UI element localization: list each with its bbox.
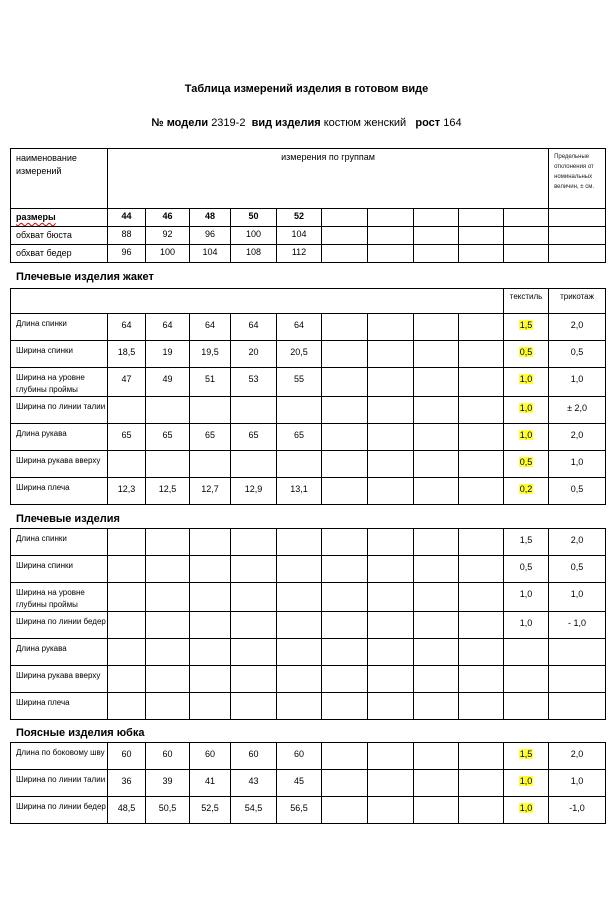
empty-cell bbox=[414, 797, 459, 824]
empty-cell bbox=[322, 245, 368, 263]
empty-cell bbox=[368, 612, 414, 639]
empty-cell bbox=[459, 209, 504, 227]
height-label: рост bbox=[415, 117, 441, 129]
model-line bbox=[0, 117, 613, 129]
value-cell bbox=[231, 556, 277, 583]
value-cell: 65 bbox=[146, 424, 190, 451]
value-cell: 56,5 bbox=[277, 797, 322, 824]
table-row bbox=[11, 693, 606, 720]
table-row bbox=[11, 314, 606, 341]
empty-cell bbox=[368, 743, 414, 770]
empty-cell bbox=[322, 209, 368, 227]
row-label: Ширина плеча bbox=[11, 693, 108, 720]
knit-tolerance: 1,0 bbox=[549, 368, 606, 397]
knit-tolerance: 2,0 bbox=[549, 743, 606, 770]
empty-cell bbox=[368, 314, 414, 341]
value-cell: 19,5 bbox=[190, 341, 231, 368]
empty-cell bbox=[414, 314, 459, 341]
empty-cell bbox=[414, 451, 459, 478]
value-cell bbox=[277, 451, 322, 478]
value-cell: 96 bbox=[190, 227, 231, 245]
empty-cell bbox=[459, 245, 504, 263]
textile-tolerance bbox=[504, 397, 549, 424]
value-cell bbox=[190, 397, 231, 424]
value-cell: 39 bbox=[146, 770, 190, 797]
empty-cell bbox=[368, 797, 414, 824]
textile-tolerance bbox=[504, 666, 549, 693]
value-cell bbox=[277, 666, 322, 693]
empty-cell bbox=[459, 612, 504, 639]
knit-tolerance: ± 2,0 bbox=[549, 397, 606, 424]
value-cell: 65 bbox=[277, 424, 322, 451]
row-label: Ширина по линии бедер bbox=[11, 797, 108, 824]
value-cell: 19 bbox=[146, 341, 190, 368]
table-row bbox=[11, 639, 606, 666]
row-label: Ширина по линии бедер bbox=[11, 612, 108, 639]
empty-cell bbox=[322, 583, 368, 612]
value-cell: 51 bbox=[190, 368, 231, 397]
row-label: Ширина на уровне глубины проймы bbox=[11, 583, 108, 612]
empty-cell bbox=[368, 478, 414, 505]
section1-table bbox=[10, 288, 606, 505]
value-cell: 108 bbox=[231, 245, 277, 263]
value-cell: 50,5 bbox=[146, 797, 190, 824]
row-label: Длина спинки bbox=[11, 314, 108, 341]
row-label: Длина рукава bbox=[11, 639, 108, 666]
empty-cell bbox=[368, 451, 414, 478]
value-cell: 12,9 bbox=[231, 478, 277, 505]
value-cell bbox=[108, 397, 146, 424]
value-cell: 60 bbox=[231, 743, 277, 770]
value-cell: 12,3 bbox=[108, 478, 146, 505]
value-cell: 54,5 bbox=[231, 797, 277, 824]
empty-cell bbox=[459, 451, 504, 478]
empty-cell bbox=[549, 227, 606, 245]
empty-cell bbox=[322, 397, 368, 424]
value-cell: 13,1 bbox=[277, 478, 322, 505]
groups-header: измерения по группам bbox=[108, 149, 549, 209]
table-row bbox=[11, 612, 606, 639]
row-label: Ширина на уровне глубины проймы bbox=[11, 368, 108, 397]
knit-tolerance: - 1,0 bbox=[549, 612, 606, 639]
row-label: Ширина по линии талии bbox=[11, 397, 108, 424]
value-cell: 92 bbox=[146, 227, 190, 245]
value-cell: 64 bbox=[190, 314, 231, 341]
empty-cell bbox=[414, 743, 459, 770]
textile-value: 1,0 bbox=[519, 618, 533, 628]
value-cell bbox=[146, 529, 190, 556]
value-cell bbox=[231, 583, 277, 612]
empty-cell bbox=[549, 209, 606, 227]
value-cell bbox=[108, 451, 146, 478]
value-cell: 12,5 bbox=[146, 478, 190, 505]
textile-tolerance bbox=[504, 693, 549, 720]
knit-tolerance bbox=[549, 693, 606, 720]
value-cell: 88 bbox=[108, 227, 146, 245]
knit-tolerance: 0,5 bbox=[549, 478, 606, 505]
empty-cell bbox=[368, 556, 414, 583]
textile-value: 1,0 bbox=[519, 803, 533, 813]
model-label: № модели bbox=[151, 117, 209, 129]
empty-cell bbox=[414, 209, 459, 227]
value-cell: 112 bbox=[277, 245, 322, 263]
value-cell: 60 bbox=[277, 743, 322, 770]
textile-tolerance bbox=[504, 478, 549, 505]
row-label: Длина рукава bbox=[11, 424, 108, 451]
size-cell: 52 bbox=[277, 209, 322, 227]
value-cell bbox=[146, 451, 190, 478]
value-cell bbox=[190, 556, 231, 583]
textile-value: 0,5 bbox=[519, 347, 533, 357]
empty-cell bbox=[368, 639, 414, 666]
empty-cell bbox=[368, 227, 414, 245]
value-cell: 45 bbox=[277, 770, 322, 797]
empty-cell bbox=[459, 743, 504, 770]
empty-cell bbox=[504, 227, 549, 245]
type-value: костюм женский bbox=[323, 117, 407, 129]
table-row bbox=[11, 368, 606, 397]
textile-tolerance bbox=[504, 341, 549, 368]
textile-tolerance bbox=[504, 529, 549, 556]
row-label: Ширина рукава вверху bbox=[11, 666, 108, 693]
empty-cell bbox=[368, 368, 414, 397]
value-cell bbox=[190, 639, 231, 666]
textile-tolerance bbox=[504, 556, 549, 583]
value-cell: 104 bbox=[277, 227, 322, 245]
empty-cell bbox=[322, 451, 368, 478]
textile-value: 1,5 bbox=[519, 535, 533, 545]
empty-cell bbox=[322, 666, 368, 693]
value-cell bbox=[146, 556, 190, 583]
textile-tolerance bbox=[504, 797, 549, 824]
knit-tolerance: 2,0 bbox=[549, 529, 606, 556]
sizes-label: размеры bbox=[11, 209, 108, 227]
textile-tolerance bbox=[504, 314, 549, 341]
value-cell bbox=[231, 451, 277, 478]
value-cell: 65 bbox=[108, 424, 146, 451]
value-cell: 55 bbox=[277, 368, 322, 397]
row-label: обхват бюста bbox=[11, 227, 108, 245]
empty-cell bbox=[414, 529, 459, 556]
value-cell: 65 bbox=[190, 424, 231, 451]
empty-cell bbox=[459, 639, 504, 666]
value-cell bbox=[190, 451, 231, 478]
value-cell bbox=[277, 397, 322, 424]
knit-tolerance: 1,0 bbox=[549, 451, 606, 478]
value-cell bbox=[108, 529, 146, 556]
knit-tolerance bbox=[549, 639, 606, 666]
textile-tolerance bbox=[504, 770, 549, 797]
empty-cell bbox=[414, 245, 459, 263]
empty-cell bbox=[368, 770, 414, 797]
row-label: обхват бедер bbox=[11, 245, 108, 263]
size-cell: 50 bbox=[231, 209, 277, 227]
textile-value: 1,0 bbox=[519, 374, 533, 384]
row-label: Ширина рукава вверху bbox=[11, 451, 108, 478]
value-cell bbox=[108, 583, 146, 612]
value-cell: 20,5 bbox=[277, 341, 322, 368]
value-cell: 48,5 bbox=[108, 797, 146, 824]
table-row bbox=[11, 451, 606, 478]
empty-cell bbox=[368, 693, 414, 720]
value-cell: 65 bbox=[231, 424, 277, 451]
value-cell bbox=[108, 556, 146, 583]
name-header: наименование измерений bbox=[11, 149, 108, 209]
textile-tolerance bbox=[504, 368, 549, 397]
empty-cell bbox=[459, 424, 504, 451]
empty-cell bbox=[504, 209, 549, 227]
value-cell: 100 bbox=[231, 227, 277, 245]
value-cell: 104 bbox=[190, 245, 231, 263]
value-cell bbox=[231, 612, 277, 639]
table-row bbox=[11, 397, 606, 424]
empty-cell bbox=[368, 209, 414, 227]
row-label: Ширина спинки bbox=[11, 556, 108, 583]
value-cell bbox=[277, 639, 322, 666]
value-cell bbox=[146, 397, 190, 424]
value-cell: 60 bbox=[146, 743, 190, 770]
document-title: Таблица измерений изделия в готовом виде bbox=[184, 83, 429, 95]
empty-cell bbox=[504, 245, 549, 263]
empty-cell bbox=[368, 397, 414, 424]
empty-cell bbox=[414, 227, 459, 245]
empty-cell bbox=[459, 797, 504, 824]
value-cell: 20 bbox=[231, 341, 277, 368]
empty-cell bbox=[368, 583, 414, 612]
row-label: Длина по боковому шву bbox=[11, 743, 108, 770]
value-cell bbox=[146, 666, 190, 693]
empty-cell bbox=[459, 227, 504, 245]
value-cell: 64 bbox=[146, 314, 190, 341]
textile-value: 1,0 bbox=[519, 589, 533, 599]
row-label: Ширина плеча bbox=[11, 478, 108, 505]
value-cell bbox=[277, 693, 322, 720]
knit-tolerance: 1,0 bbox=[549, 583, 606, 612]
value-cell: 52,5 bbox=[190, 797, 231, 824]
value-cell bbox=[146, 612, 190, 639]
textile-value: 1,0 bbox=[519, 430, 533, 440]
value-cell: 43 bbox=[231, 770, 277, 797]
empty-cell bbox=[322, 227, 368, 245]
empty-cell bbox=[459, 341, 504, 368]
empty-cell bbox=[322, 639, 368, 666]
value-cell: 64 bbox=[231, 314, 277, 341]
table-row bbox=[11, 556, 606, 583]
table-row bbox=[11, 424, 606, 451]
value-cell bbox=[190, 612, 231, 639]
value-cell: 64 bbox=[277, 314, 322, 341]
empty-cell bbox=[459, 397, 504, 424]
value-cell bbox=[108, 639, 146, 666]
value-cell bbox=[231, 639, 277, 666]
empty-cell bbox=[459, 583, 504, 612]
textile-tolerance bbox=[504, 639, 549, 666]
value-cell: 100 bbox=[146, 245, 190, 263]
value-cell bbox=[231, 666, 277, 693]
value-cell bbox=[277, 556, 322, 583]
empty-cell bbox=[322, 743, 368, 770]
empty-cell bbox=[414, 397, 459, 424]
table-row bbox=[11, 743, 606, 770]
value-cell bbox=[108, 612, 146, 639]
empty-cell bbox=[459, 693, 504, 720]
value-cell: 41 bbox=[190, 770, 231, 797]
empty-cell bbox=[322, 424, 368, 451]
value-cell bbox=[146, 639, 190, 666]
value-cell bbox=[231, 693, 277, 720]
type-label: вид изделия bbox=[251, 117, 321, 129]
section3-title: Поясные изделия юбка bbox=[16, 727, 145, 739]
value-cell bbox=[277, 583, 322, 612]
value-cell bbox=[277, 529, 322, 556]
empty-cell bbox=[322, 341, 368, 368]
value-cell: 60 bbox=[190, 743, 231, 770]
section2-title: Плечевые изделия bbox=[16, 513, 120, 525]
textile-tolerance bbox=[504, 424, 549, 451]
empty-cell bbox=[459, 770, 504, 797]
empty-cell bbox=[414, 770, 459, 797]
empty-cell bbox=[459, 666, 504, 693]
empty-cell bbox=[368, 245, 414, 263]
empty-cell bbox=[322, 529, 368, 556]
section3-table bbox=[10, 742, 606, 824]
knit-tolerance: 0,5 bbox=[549, 341, 606, 368]
empty-cell bbox=[368, 666, 414, 693]
empty-cell bbox=[414, 368, 459, 397]
value-cell bbox=[146, 693, 190, 720]
table-row bbox=[11, 583, 606, 612]
section1-title: Плечевые изделия жакет bbox=[16, 271, 154, 283]
empty-cell bbox=[459, 368, 504, 397]
row-label: Ширина спинки bbox=[11, 341, 108, 368]
value-cell: 36 bbox=[108, 770, 146, 797]
knit-header: трикотаж bbox=[549, 289, 606, 314]
value-cell: 64 bbox=[108, 314, 146, 341]
textile-value: 1,0 bbox=[519, 403, 533, 413]
empty-cell bbox=[459, 314, 504, 341]
row-label: Ширина по линии талии bbox=[11, 770, 108, 797]
textile-header: текстиль bbox=[504, 289, 549, 314]
table-row bbox=[11, 666, 606, 693]
textile-tolerance bbox=[504, 451, 549, 478]
model-value: 2319-2 bbox=[211, 117, 246, 129]
knit-tolerance: 2,0 bbox=[549, 314, 606, 341]
value-cell bbox=[231, 529, 277, 556]
empty-cell bbox=[459, 478, 504, 505]
empty-cell bbox=[414, 341, 459, 368]
table-row bbox=[11, 770, 606, 797]
value-cell bbox=[190, 529, 231, 556]
empty-cell bbox=[322, 612, 368, 639]
textile-value: 1,5 bbox=[519, 320, 533, 330]
value-cell: 96 bbox=[108, 245, 146, 263]
empty-cell bbox=[368, 424, 414, 451]
table-row bbox=[11, 529, 606, 556]
value-cell: 53 bbox=[231, 368, 277, 397]
empty-cell bbox=[322, 368, 368, 397]
empty-cell bbox=[322, 314, 368, 341]
textile-value: 0,5 bbox=[519, 562, 533, 572]
empty-cell bbox=[368, 529, 414, 556]
value-cell bbox=[277, 612, 322, 639]
deviation-header: Предельные отклонения от номинальных величин, ± см. bbox=[549, 149, 606, 209]
empty-cell bbox=[414, 612, 459, 639]
row-label: Длина спинки bbox=[11, 529, 108, 556]
knit-tolerance: -1,0 bbox=[549, 797, 606, 824]
size-cell: 44 bbox=[108, 209, 146, 227]
textile-tolerance bbox=[504, 743, 549, 770]
value-cell bbox=[190, 583, 231, 612]
empty-cell bbox=[322, 797, 368, 824]
size-cell: 46 bbox=[146, 209, 190, 227]
textile-value: 1,0 bbox=[519, 776, 533, 786]
textile-value: 1,5 bbox=[519, 749, 533, 759]
value-cell bbox=[108, 693, 146, 720]
header-table bbox=[10, 148, 606, 263]
empty-cell bbox=[459, 556, 504, 583]
textile-tolerance bbox=[504, 583, 549, 612]
textile-tolerance bbox=[504, 612, 549, 639]
value-cell: 18,5 bbox=[108, 341, 146, 368]
table-row bbox=[11, 341, 606, 368]
empty-cell bbox=[414, 478, 459, 505]
table-row bbox=[11, 797, 606, 824]
blank-header bbox=[11, 289, 504, 314]
value-cell bbox=[190, 693, 231, 720]
value-cell: 47 bbox=[108, 368, 146, 397]
textile-value: 0,5 bbox=[519, 457, 533, 467]
knit-tolerance: 2,0 bbox=[549, 424, 606, 451]
value-cell bbox=[146, 583, 190, 612]
empty-cell bbox=[322, 693, 368, 720]
empty-cell bbox=[414, 666, 459, 693]
knit-tolerance bbox=[549, 666, 606, 693]
empty-cell bbox=[322, 478, 368, 505]
value-cell bbox=[231, 397, 277, 424]
empty-cell bbox=[459, 529, 504, 556]
empty-cell bbox=[414, 556, 459, 583]
empty-cell bbox=[414, 583, 459, 612]
knit-tolerance: 0,5 bbox=[549, 556, 606, 583]
knit-tolerance: 1,0 bbox=[549, 770, 606, 797]
value-cell bbox=[108, 666, 146, 693]
section2-table bbox=[10, 528, 606, 720]
value-cell: 49 bbox=[146, 368, 190, 397]
empty-cell bbox=[368, 341, 414, 368]
value-cell bbox=[190, 666, 231, 693]
empty-cell bbox=[322, 770, 368, 797]
size-cell: 48 bbox=[190, 209, 231, 227]
value-cell: 12,7 bbox=[190, 478, 231, 505]
height-value: 164 bbox=[443, 117, 462, 129]
empty-cell bbox=[549, 245, 606, 263]
empty-cell bbox=[414, 424, 459, 451]
table-row bbox=[11, 478, 606, 505]
empty-cell bbox=[414, 693, 459, 720]
empty-cell bbox=[322, 556, 368, 583]
value-cell: 60 bbox=[108, 743, 146, 770]
textile-value: 0,2 bbox=[519, 484, 533, 494]
empty-cell bbox=[414, 639, 459, 666]
